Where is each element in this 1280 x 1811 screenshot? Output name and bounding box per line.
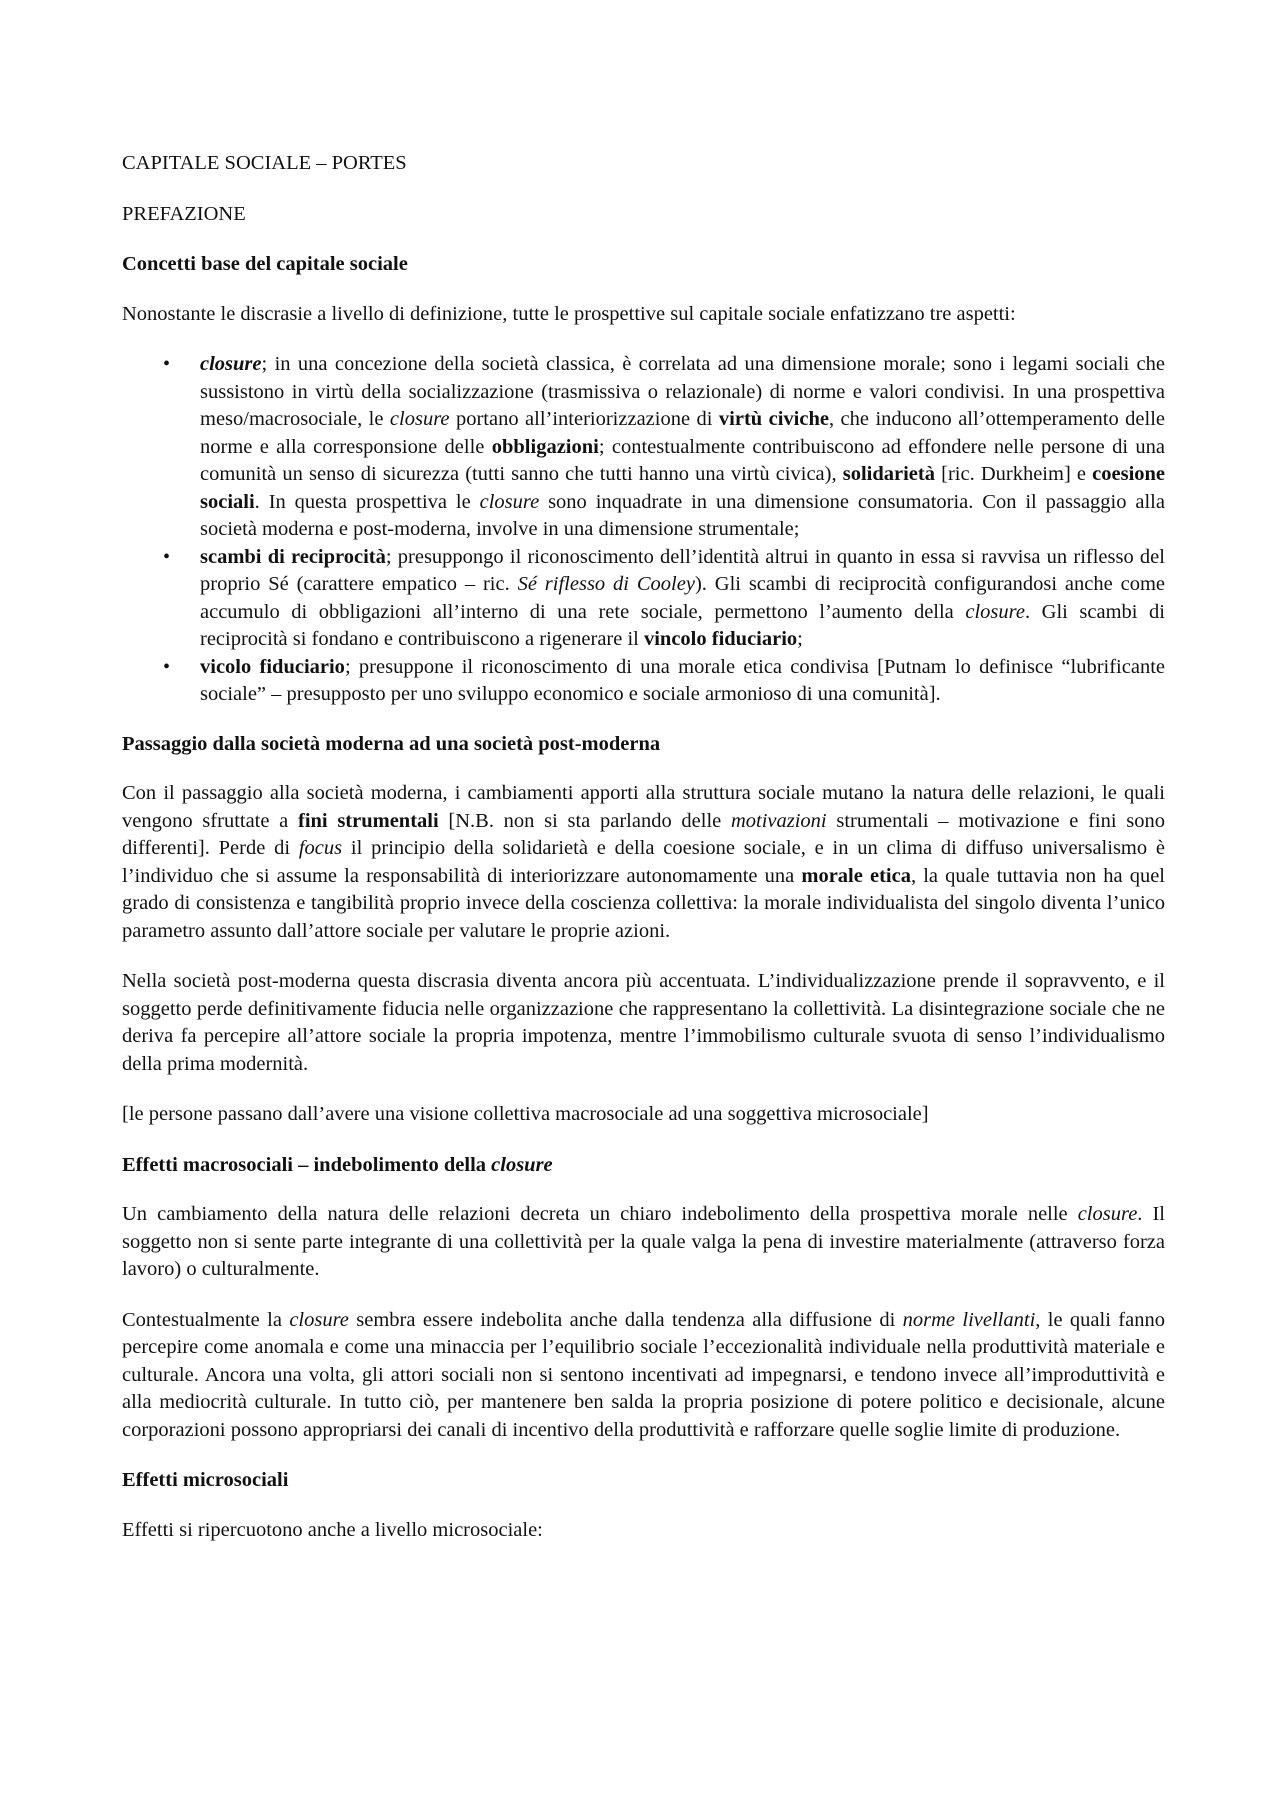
section-heading-passaggio: Passaggio dalla società moderna ad una società post-moderna bbox=[122, 732, 661, 755]
paragraph-passaggio-1: Con il passaggio alla società moderna, i cambiamenti apporti alla struttura sociale mutano la natura delle relazioni, le quali vengono sfruttate a fini strumentali [N.B. non si sta parlando delle motivazioni strumentali – motivazione e fini sono differenti]. Perde di focus il principio della solidarietà e della coesione sociale, e in un clima di diffuso universalismo è l’individuo che si assume la responsabilità di interiorizzare autonomamente una morale etica, la quale tuttavia non ha quel grado di consistenza e tangibilità proprio invece della coscienza collettiva: la morale individualista del singolo diventa l’unico parametro assunto dall’attore sociale per valutare le proprie azioni. bbox=[122, 782, 1166, 942]
preface-label: PREFAZIONE bbox=[122, 202, 246, 225]
concetti-intro: Nonostante le discrasie a livello di definizione, tutte le prospettive sul capitale sociale enfatizzano tre aspetti: bbox=[122, 302, 1016, 325]
bullet-icon: • bbox=[163, 545, 171, 568]
paragraph-macro-2: Contestualmente la closure sembra essere indebolita anche dalla tendenza alla diffusione di norme livellanti, le quali fanno percepire come anomala e come una minaccia per l’equilibrio sociale l’eccezionalità individuale nella produttività materiale e culturale. Ancora una volta, gli attori sociali non si sentono incentivati ad impegnarsi, e tendono invece all’improduttività e alla mediocrità culturale. In tutto ciò, per mantenere ben salda la propria posizione di potere politico e decisionale, alcune corporazioni possono appropriarsi dei canali di incentivo della produttività e rafforzare quelle soglie limite di produzione. bbox=[122, 1308, 1165, 1441]
section-heading-micro: Effetti microsociali bbox=[122, 1469, 289, 1491]
bullet-icon: • bbox=[163, 353, 171, 375]
bullet-icon: • bbox=[163, 655, 171, 678]
list-item-closure: • closure; in una concezione della società classica, è correlata ad una dimensione morale; sono i legami sociali che sussistono in virtù della socializzazione (trasmissiva o relazionale) di norme e valori condivisi. In una prospettiva meso/macrosociale, le closure portano all’interiorizzazione di virtù civiche, che inducono all’ottemperamento delle norme e alla corresponsione delle obbligazioni; contestualmente contribuiscono ad effondere nelle persone di una comunità un senso di sicurezza (tutti sanno che tutti hanno una virtù civica), solidarietà [ric. Durkheim] e coesione sociali. In questa prospettiva le closure sono inquadrate in una dimensione consumatoria. Con il passaggio alla società moderna e post-moderna, involve in una dimensione strumentale; bbox=[163, 353, 1166, 540]
paragraph-macro-1: Un cambiamento della natura delle relazioni decreta un chiaro indebolimento della prospettiva morale nelle closure. Il soggetto non si sente parte integrante di una collettività per la quale valga la pena di investire materialmente (attraverso forza lavoro) o culturalmente. bbox=[122, 1203, 1165, 1280]
section-heading-concetti: Concetti base del capitale sociale bbox=[122, 253, 408, 275]
paragraph-passaggio-2: Nella società post-moderna questa discrasia diventa ancora più accentuata. L’individualizzazione prende il sopravvento, e il soggetto perde definitivamente fiducia nelle organizzazione che rappresentano la collettività. La disintegrazione sociale che ne deriva fa percepire all’attore sociale la propria impotenza, mentre l’immobilismo culturale svuota di senso l’individualismo della prima modernità. bbox=[122, 970, 1165, 1075]
aspects-list bbox=[122, 351, 1165, 709]
document-title: CAPITALE SOCIALE – PORTES bbox=[122, 152, 407, 174]
section-heading-macro: Effetti macrosociali – indebolimento della closure bbox=[122, 1153, 553, 1176]
list-item-scambi: • scambi di reciprocità; presuppongo il riconoscimento dell’identità altrui in quanto in essa si ravvisa un riflesso del proprio Sé (carattere empatico – ric. Sé riflesso di Cooley). Gli scambi di reciprocità configurandosi anche come accumulo di obbligazioni all’interno di una rete sociale, permettono l’aumento della closure. Gli scambi di reciprocità si fondano e contribuiscono a rigenerare il vincolo fiduciario; bbox=[163, 545, 1165, 650]
list-item-vicolo: • vicolo fiduciario; presuppone il riconoscimento di una morale etica condivisa [Putnam lo definisce “lubrificante sociale” – presupposto per uno sviluppo economico e sociale armonioso di una comunità]. bbox=[163, 655, 1165, 705]
paragraph-passaggio-note: [le persone passano dall’avere una visione collettiva macrosociale ad una soggettiva microsociale] bbox=[122, 1103, 929, 1125]
paragraph-micro-1: Effetti si ripercuotono anche a livello microsociale: bbox=[122, 1518, 543, 1541]
